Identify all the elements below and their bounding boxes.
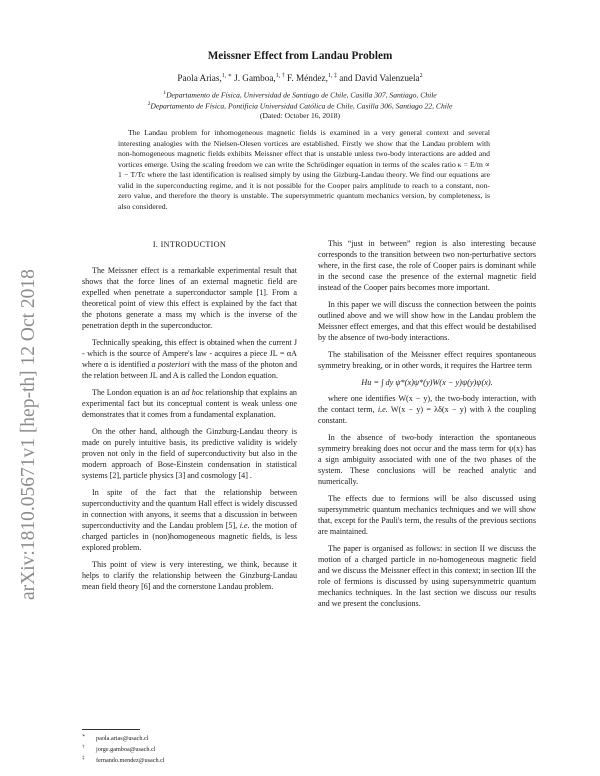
footnote-3: ‡ fernando.mendez@usach.cl [82,755,165,764]
paper-title: Meissner Effect from Landau Problem [207,50,393,62]
author-gamboa: J. Gamboa, [231,73,276,84]
author-valenzuela-mark: 2 [419,73,423,79]
right-paragraph-7: The paper is organised as follows: in section II we discuss the motion of a charged particle in no-homogeneous magnetic field and we discuss the Meissner effect in this context; in section III the role of fermions is discussed by using supersymmetric quantum mechanics techniques. In the last section we discuss our results and we present the conclusions. [318,543,536,609]
intro-paragraph-2: Technically speaking, this effect is obtained when the current J - which is the source of Ampere's law - acquires a piece JL = αA where α is identified a posteriori with the mass of the photon and the relation between JL and A is called the London equation. [82,338,297,381]
right-paragraph-6: The effects due to fermions will be also discussed using supersymmetric quantum mechanics techniques and we will show that, except for the Pauli's term, the results of the previous sections are maintained. [318,493,536,537]
date-line: (Dated: October 16, 2018) [259,111,341,120]
right-paragraph-5: In the absence of two-body interaction the spontaneous symmetry breaking does not occur and the mass term for ψ(x) has a sign ambiguity associated with one of the two phases of the system. These conclusions will be reached analytic and numerically. [318,432,536,487]
affiliation-2-mark: 2 [147,101,151,107]
hartree-equation: Hu = ∫ dy ψ*(x)ψ*(y)W(x − y)ψ(y)ψ(x). [361,377,493,387]
right-paragraph-3: The stabilisation of the Meissner effect requires spontaneous symmetry breaking, or in other words, it requires the Hartree term [318,349,536,370]
right-paragraph-4: where one identifies W(x − y), the two-body interaction, with the contact term, i.e. W(x − y) = λδ(x − y) with λ the coupling constant. [318,394,536,426]
left-column [82,265,297,598]
author-mendez-mark: 1, ‡ [327,73,337,79]
arxiv-stamp-text: arXiv:1810.05671v1 [hep-th] 12 Oct 2018 [18,269,39,600]
intro-paragraph-5: In spite of the fact that the relationship between superconductivity and the quantum Hall effect is widely discussed in connection with anyons, it seems that a discussion in between superconductivity and the Landau problem [5], i.e. the motion of charged particles in (non)homogeneous magnetic fields, is less explored problem. [82,487,297,553]
affiliation-2-text: Departamento de Física, Pontificia Universidad Católica de Chile, Casilla 306, Santiago 22, Chile [150,101,453,111]
author-arias: Paola Arias, [177,73,222,84]
affiliation-1-mark: 1 [163,90,167,96]
intro-paragraph-4: On the other hand, although the Ginzburg-Landau theory is made on purely intuitive basis, its predictive validity is widely proven not only in the field of superconductivity but also in the modern approach of Bose-Einstein condensation in statistical systems [2], particle physics [3] and cosmology [4] . [82,426,297,481]
intro-paragraph-6: This point of view is very interesting, we think, because it helps to clarify the relationship between the Ginzburg-Landau mean field theory [6] and the cornerstone Landau problem. [82,559,297,591]
author-mendez: F. Méndez, [284,73,328,84]
footnote-rule [82,729,140,730]
affiliation-2 [0,99,600,112]
affiliation-1-text: Departamento de Física, Universidad de Santiago de Chile, Casilla 307, Santiago, Chile [166,90,437,100]
intro-paragraph-3: The London equation is an ad hoc relationship that explains an experimental fact but its conceptual content is weak unless one demonstrates that it comes from a fundamental explanation. [82,387,297,420]
right-paragraph-2: In this paper we will discuss the connection between the points outlined above and we will show how in the Landau problem the Meissner effect emerges, and that this effect would be destabilised by the absence of two-body interactions. [318,299,536,343]
footnotes [82,733,165,766]
arxiv-stamp [6,150,46,600]
footnote-1: ∗ paola.arias@usach.cl [82,734,149,743]
right-paragraph-1: This “just in between” region is also interesting because corresponds to the transition between two non-perturbative sectors where, in the first case, the role of Cooper pairs is dominant while in the second case the presence of the external magnetic field instead of the Cooper pairs becomes more important. [318,239,536,293]
abstract: The Landau problem for inhomogeneous magnetic fields is examined in a very general context and several interesting analogies with the Nielsen-Olesen vortices are established. Firstly we show that the Landau problem with non-homogeneous magnetic fields exhibits Meissner effect that is unstable unless two-body interactions are added and vortices emerge. Using the scaling freedom we can write the Schrödinger equation in terms of the scales ratio κ = E/m ∝ 1 − T/Tc where the last identification is realised simply by using the Gizburg-Landau theory. We find our equations are valid in the superconducting regime, and it is not possible for the Cooper pairs amplitude to reach to a constant, non-zero value, and therefore the theory is unstable. The supersymmetric quantum mechanics version, by completeness, is also considered. [118,128,490,211]
footnote-2: † jorge.gamboa@usach.cl [82,744,156,753]
intro-paragraph-1: The Meissner effect is a remarkable experimental result that shows that the force lines of an external magnetic field are expelled when penetrate a superconductor sample [1]. From a theoretical point of view this effect is explained by the fact that the photons generate a mass mγ which is the inverse of the penetration depth in the superconductor. [82,266,297,331]
author-gamboa-mark: 1, † [275,73,285,79]
section-heading: I. INTRODUCTION [152,240,227,249]
author-arias-mark: 1, ∗ [221,73,232,79]
author-list [0,72,600,83]
author-valenzuela: and David Valenzuela [336,73,420,84]
right-column [318,238,536,615]
